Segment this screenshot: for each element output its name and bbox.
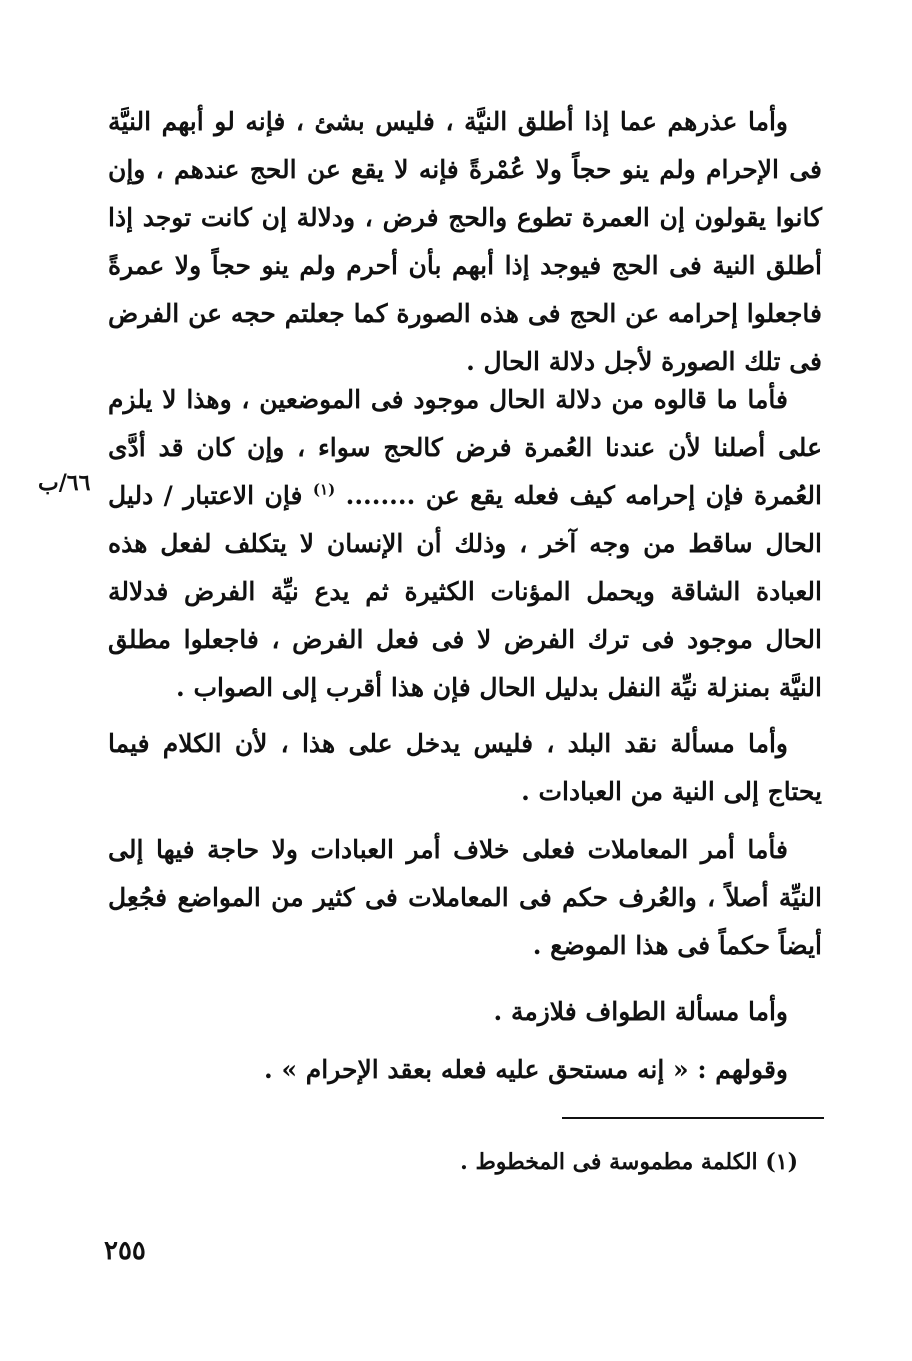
paragraph-3: وأما مسألة نقد البلد ، فليس يدخل على هذا ، لأن الكلام فيما يحتاج إلى النية من العبادات . (108, 729, 822, 806)
paragraph-5: وأما مسألة الطواف فلازمة . (493, 997, 788, 1026)
paragraph-2-part-1: فأما ما قالوه من دلالة الحال موجود فى الموضعين ، وهذا لا يلزم على أصلنا لأن عندنا العُمرة فرض كالحج سواء ، وإن كان قد أدَّى العُمرة فإن إحرامه كيف فعله يقع عن ........ (108, 385, 822, 510)
paragraph-4: فأما أمر المعاملات فعلى خلاف أمر العبادات ولا حاجة فيها إلى النيِّة أصلاً ، والعُرف حكم فى المعاملات فى كثير من المواضع فجُعِل أيضاً حكماً فى هذا الموضع . (108, 835, 822, 960)
paragraph-6: وقولهم : « إنه مستحق عليه فعله بعقد الإحرام » . (264, 1055, 788, 1084)
paragraph-1: وأما عذرهم عما إذا أطلق النيَّة ، فليس بشئ ، فإنه لو أبهم النيَّة فى الإحرام ولم ينو حجاً ولا عُمْرةً فإنه لا يقع عن الحج عندهم ، وإن كانوا يقولون إن العمرة تطوع والحج فرض ، ودلالة إن كانت توجد إذا أطلق النية فى الحج فيوجد إذا أبهم بأن أحرم ولم ينو حجاً ولا عمرةً فاجعلوا إحرامه عن الحج فى هذه الصورة كما جعلتم حجه عن الفرض فى تلك الصورة لأجل دلالة الحال . (108, 107, 822, 376)
page-number: ٢٥٥ (104, 1236, 146, 1266)
manuscript-folio-marker: ٦٦/ب (38, 470, 91, 496)
paragraph-2-part-2: فإن الاعتبار / دليل الحال ساقط من وجه آخر ، وذلك أن الإنسان لا يتكلف لفعل هذه العبادة الشاقة ويحمل المؤنات الكثيرة ثم يدع نيِّة الفرض فدلالة الحال موجود فى ترك الفرض لا فى فعل الفرض ، فاجعلوا مطلق النيَّة بمنزلة نيِّة النفل بدليل الحال فإن هذا أقرب إلى الصواب . (108, 481, 822, 702)
paragraph-2 (108, 376, 822, 712)
footnote: (١) الكلمة مطموسة فى المخطوط . (460, 1149, 798, 1175)
footnote-reference: (١) (312, 480, 336, 499)
footnote-divider (562, 1117, 824, 1119)
